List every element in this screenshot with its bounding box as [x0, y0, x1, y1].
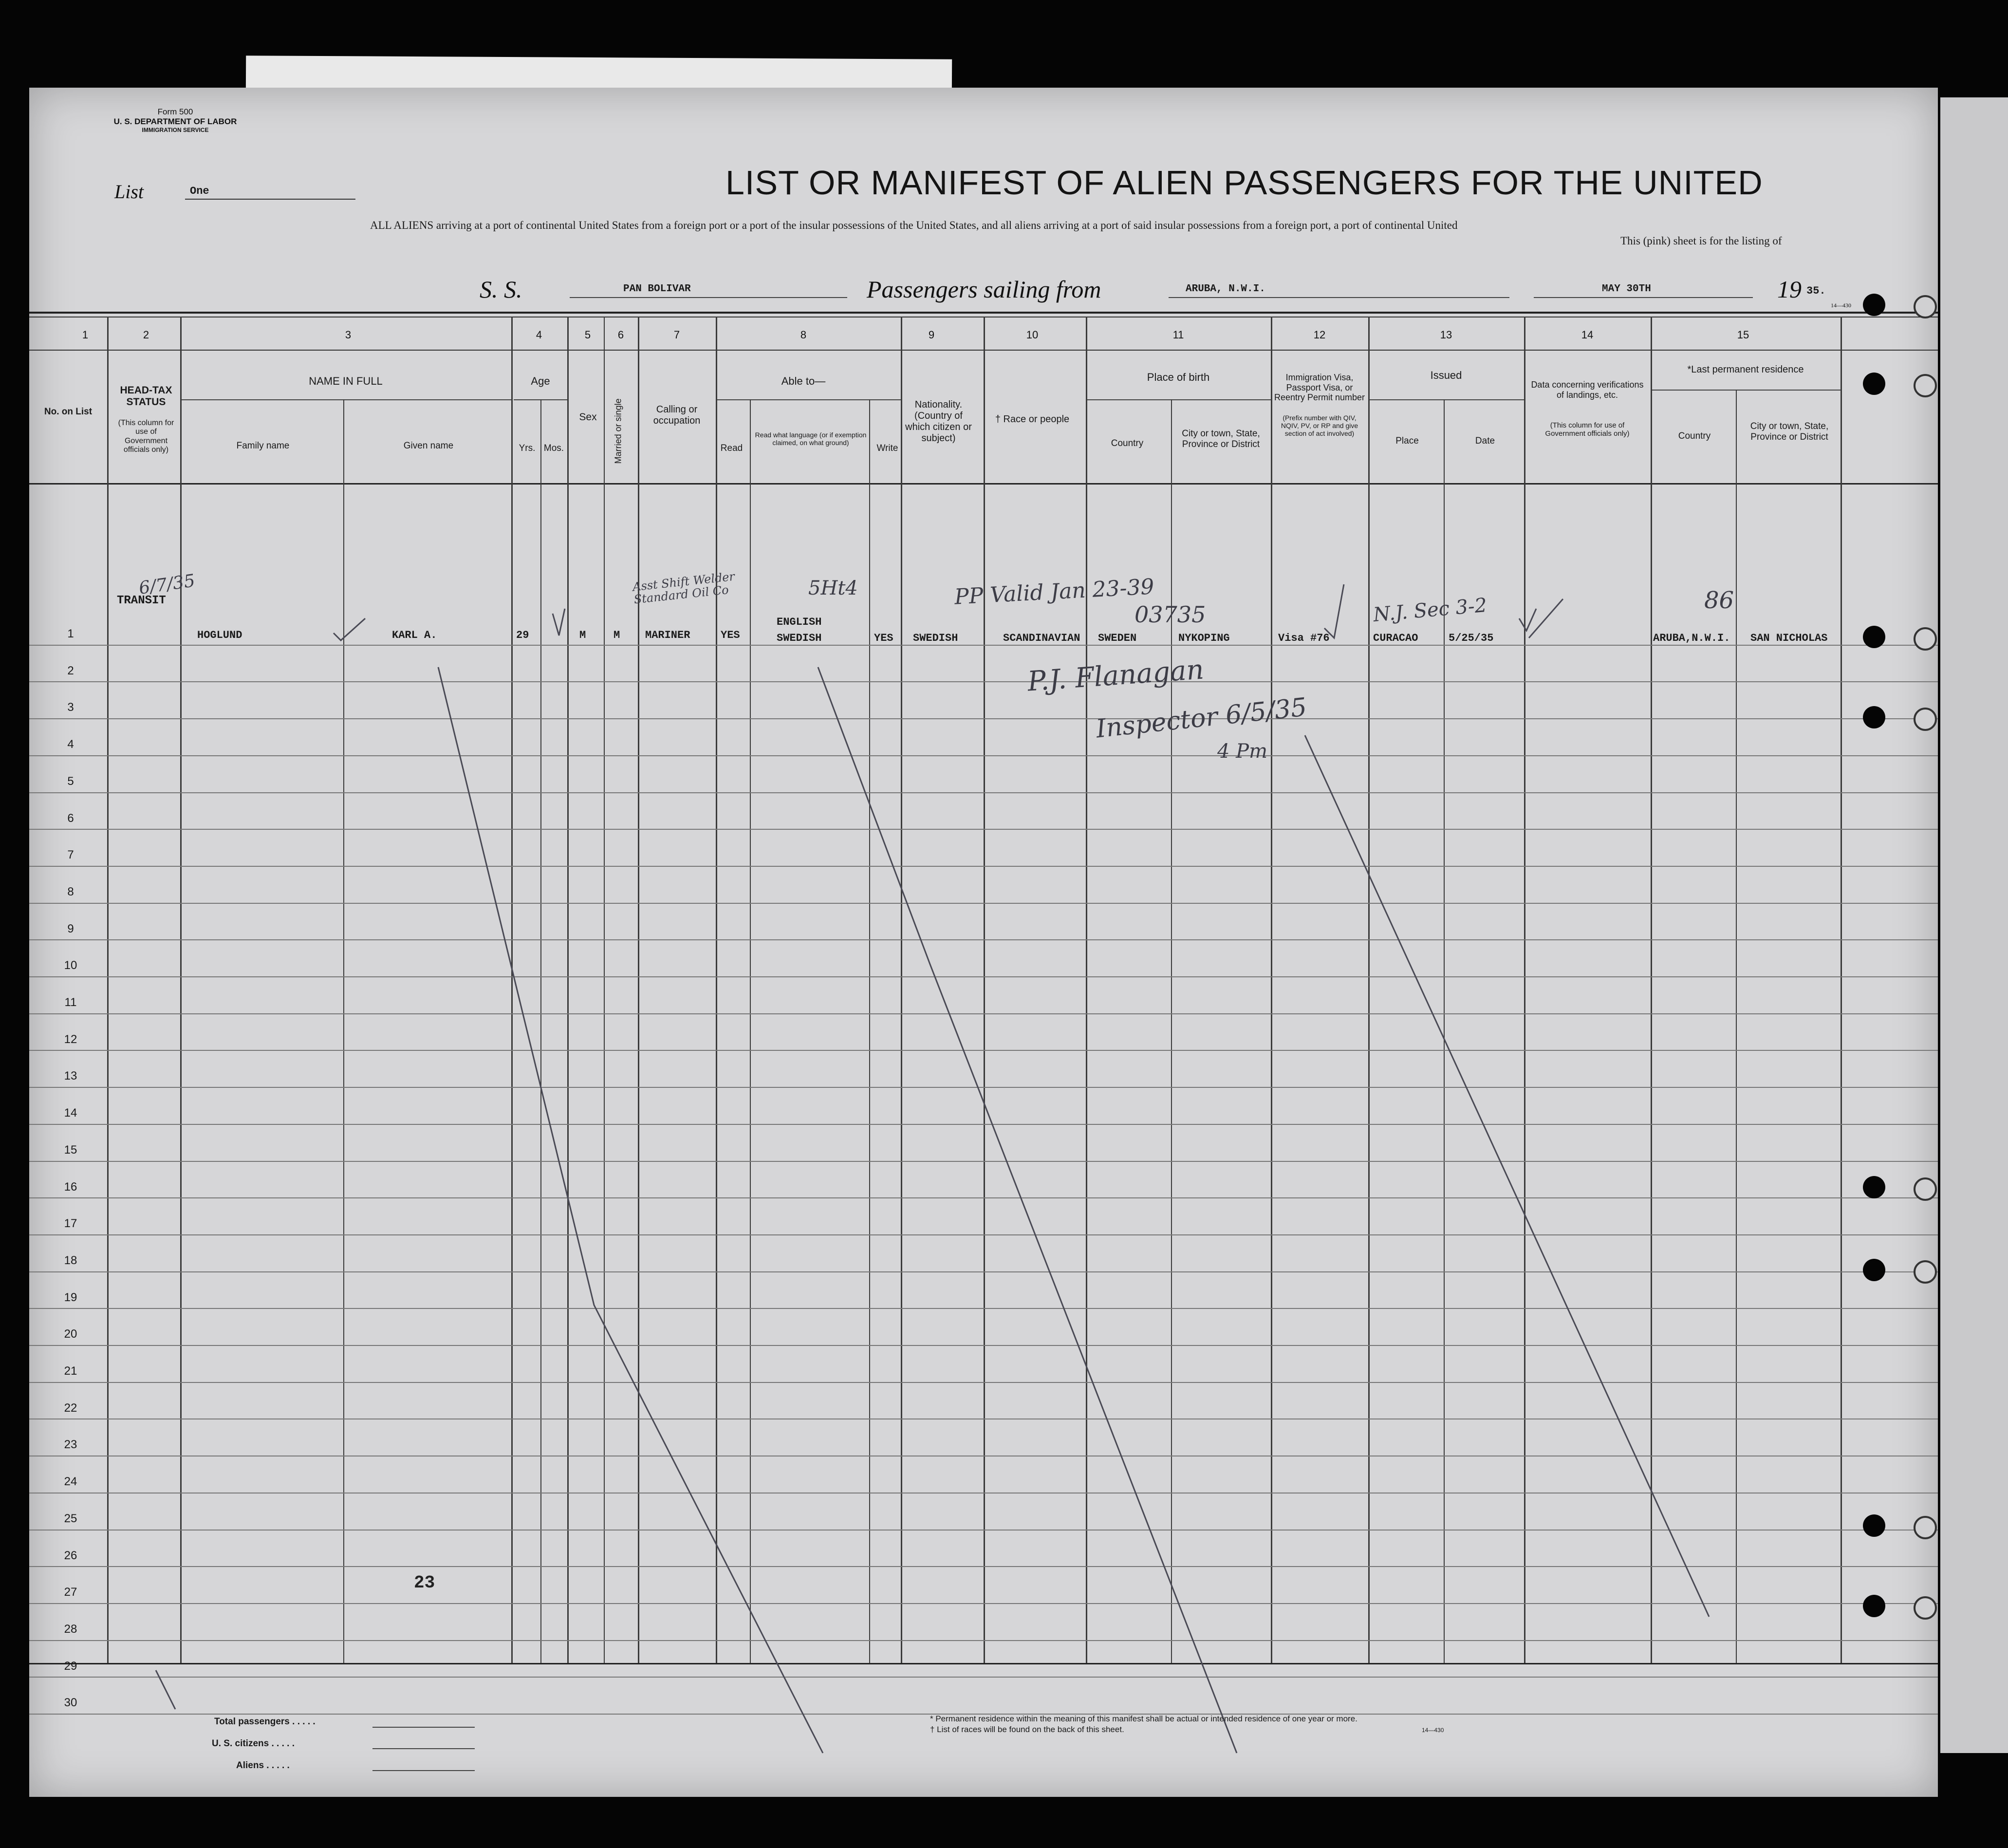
row-number: 4	[67, 738, 74, 751]
row-number: 12	[64, 1032, 77, 1046]
hdr-sex: Sex	[579, 411, 597, 423]
entry-nationality: SWEDISH	[913, 632, 958, 644]
binder-ring	[1914, 1260, 1937, 1284]
hdr-landing-data: Data concerning verifications of landings, etc.	[1531, 380, 1644, 400]
row-number: 7	[67, 848, 74, 862]
total-blank	[372, 1727, 475, 1728]
hdr-head-tax: HEAD-TAX STATUS	[120, 385, 172, 408]
us-citizens-label: U. S. citizens	[212, 1738, 269, 1749]
us-blank	[372, 1748, 475, 1749]
aliens-blank	[372, 1770, 475, 1771]
colnum-13: 13	[1440, 329, 1452, 341]
binder-ring	[1914, 708, 1937, 731]
strike-line	[156, 1670, 175, 1709]
row-number: 2	[67, 664, 74, 677]
colnum-3: 3	[345, 329, 352, 341]
hdr-head-tax-note: (This column for use of Government officials only)	[118, 419, 174, 454]
footer-total-passengers: Total passengers . . . . .	[214, 1717, 316, 1727]
entry-age-yrs: 29	[516, 629, 529, 641]
row-number: 27	[64, 1586, 77, 1599]
colnum-10: 10	[1026, 329, 1039, 341]
entry-occupation: MARINER	[645, 629, 690, 641]
form-code-top: 14—430	[1831, 302, 1851, 309]
list-value: One	[190, 185, 209, 197]
hdr-read-language: Read what language (or if exemption claimed, on what ground)	[755, 431, 867, 447]
hdr-read: Read	[720, 443, 743, 453]
colnum-4: 4	[536, 329, 542, 341]
adjacent-sheet-edge	[1940, 97, 2008, 1753]
hand-language-note: 5Ht4	[808, 577, 858, 599]
year-suffix: 35.	[1806, 285, 1826, 297]
hdr-mos: Mos.	[543, 443, 564, 453]
binder-hole	[1863, 706, 1885, 728]
entry-family-name: HOGLUND	[197, 629, 242, 641]
hdr-married: Married or single	[613, 398, 623, 464]
entry-head-tax: TRANSIT	[117, 594, 166, 607]
colnum-2: 2	[143, 329, 149, 341]
total-passengers-label: Total passengers	[214, 1717, 290, 1727]
binder-ring	[1914, 1177, 1937, 1201]
check-mark-icon	[1324, 584, 1344, 638]
row-number: 16	[64, 1180, 77, 1194]
hdr-birth-city: City or town, State, Province or District	[1182, 429, 1260, 449]
departure-date: MAY 30TH	[1602, 283, 1651, 295]
binder-ring	[1914, 374, 1937, 397]
department-label: U. S. DEPARTMENT OF LABOR	[113, 117, 237, 126]
footnote-residence: * Permanent residence within the meaning of this manifest shall be actual or intended residence of one year or more.	[930, 1714, 1357, 1723]
row-number: 10	[64, 959, 77, 972]
hdr-visa-note: (Prefix number with QIV, NQIV, PV, or RP and give section of act involved)	[1281, 414, 1358, 438]
entry-language-1: ENGLISH	[777, 616, 822, 628]
row-number: 28	[64, 1622, 77, 1636]
hdr-landing-note: (This column for use of Government officials only)	[1545, 421, 1630, 438]
strike-marks	[29, 88, 1938, 1797]
stamp-number: 23	[414, 1573, 435, 1593]
binder-hole	[1863, 294, 1885, 316]
hand-inspector-signature: P.J. Flanagan	[1026, 653, 1205, 698]
hdr-race: † Race or people	[995, 414, 1070, 425]
colnum-15: 15	[1737, 329, 1749, 341]
row-number: 1	[67, 627, 74, 640]
ship-name: PAN BOLIVAR	[623, 283, 691, 295]
hdr-place-of-birth: Place of birth	[1147, 371, 1210, 383]
hdr-issued-place: Place	[1395, 436, 1419, 446]
row-number: 13	[64, 1069, 77, 1083]
entry-birth-city: NYKOPING	[1178, 632, 1230, 644]
row-number: 8	[67, 885, 74, 898]
binder-hole	[1863, 1514, 1885, 1537]
hdr-res-city: City or town, State, Province or District	[1750, 421, 1829, 442]
hdr-calling: Calling or occupation	[653, 404, 701, 426]
entry-race: SCANDINAVIAN	[1003, 632, 1080, 644]
manifest-title: LIST OR MANIFEST OF ALIEN PASSENGERS FOR THE UNITED	[725, 164, 1763, 202]
hand-time: 4 Pm	[1217, 740, 1268, 763]
row-number: 9	[67, 922, 74, 935]
colnum-9: 9	[928, 329, 935, 341]
hdr-issued-date: Date	[1475, 436, 1495, 446]
row-number: 23	[64, 1438, 77, 1452]
strike-line	[438, 667, 823, 1753]
row-number: 3	[67, 701, 74, 714]
hand-passport-valid: PP Valid Jan 23-39	[953, 574, 1155, 610]
binder-ring	[1914, 1596, 1937, 1620]
hdr-last-residence: *Last permanent residence	[1687, 364, 1804, 375]
binder-hole	[1863, 626, 1885, 648]
colnum-6: 6	[617, 329, 624, 341]
hand-occupation-note: Asst Shift Welder Standard Oil Co	[632, 569, 736, 607]
row-number: 21	[64, 1364, 77, 1378]
hand-residence-note: 86	[1704, 587, 1734, 614]
row-number: 17	[64, 1217, 77, 1231]
sailing-label: Passengers sailing from	[867, 276, 1101, 303]
colnum-1: 1	[82, 329, 89, 341]
check-mark-icon	[553, 609, 565, 635]
row-number: 5	[67, 774, 74, 788]
strike-line	[818, 667, 1237, 1753]
hand-head-tax-date: 6/7/35	[137, 571, 197, 598]
manifest-sheet	[29, 88, 1938, 1797]
binder-ring	[1914, 627, 1937, 651]
row-number: 6	[67, 811, 74, 825]
entry-sex: M	[579, 629, 586, 641]
entry-res-city: SAN NICHOLAS	[1750, 632, 1828, 644]
hdr-family-name: Family name	[236, 441, 290, 451]
hdr-yrs: Yrs.	[519, 443, 536, 453]
subtitle-line-1: ALL ALIENS arriving at a port of continental United States from a foreign port or a port of the insular possessions of the United States, and all aliens arriving at a port of said insular possessions from a foreign port, a port of continental United	[370, 219, 1458, 231]
row-number: 24	[64, 1475, 77, 1489]
row-number: 26	[64, 1549, 77, 1562]
footer-form-code: 14—430	[1422, 1727, 1444, 1734]
row-number: 25	[64, 1512, 77, 1525]
colnum-11: 11	[1172, 329, 1184, 341]
row-number: 19	[64, 1290, 77, 1304]
row-number: 14	[64, 1106, 77, 1120]
entry-language-2: SWEDISH	[777, 632, 822, 644]
colnum-7: 7	[673, 329, 680, 341]
hdr-nationality: Nationality. (Country of which citizen or subject)	[905, 399, 972, 444]
hdr-name-in-full: NAME IN FULL	[309, 375, 383, 387]
row-number: 20	[64, 1327, 77, 1341]
entry-birth-country: SWEDEN	[1098, 632, 1137, 644]
row-number: 22	[64, 1401, 77, 1415]
hdr-given-name: Given name	[403, 441, 454, 451]
binder-ring	[1914, 1516, 1937, 1539]
row-number: 15	[64, 1143, 77, 1157]
hdr-res-country: Country	[1678, 431, 1711, 441]
check-mark-icon	[1519, 609, 1536, 631]
entry-visa: Visa #76	[1278, 632, 1330, 644]
footer-us-citizens: U. S. citizens . . . . .	[212, 1738, 295, 1749]
colnum-5: 5	[584, 329, 591, 341]
year-prefix: 19	[1777, 276, 1802, 303]
row-number: 11	[64, 996, 77, 1009]
aliens-label: Aliens	[236, 1760, 264, 1771]
list-label: List	[114, 181, 144, 203]
binder-hole	[1863, 1176, 1885, 1198]
row-number: 30	[64, 1696, 77, 1710]
colnum-12: 12	[1313, 329, 1326, 341]
ss-label: S. S.	[480, 276, 522, 303]
entry-read: YES	[721, 629, 740, 641]
binder-hole	[1863, 373, 1885, 395]
footer-aliens: Aliens . . . . .	[236, 1760, 290, 1771]
hdr-age: Age	[531, 375, 550, 387]
residence-slash	[1529, 599, 1563, 638]
entry-issued-date: 5/25/35	[1449, 632, 1494, 644]
hdr-no-on-list: No. on List	[44, 407, 93, 417]
binder-hole	[1863, 1259, 1885, 1281]
entry-given-name: KARL A.	[392, 629, 437, 641]
check-mark-icon	[334, 618, 365, 640]
hdr-write: Write	[876, 443, 898, 453]
entry-issued-place: CURACAO	[1373, 632, 1418, 644]
hdr-visa: Immigration Visa, Passport Visa, or Reentry Permit number	[1274, 373, 1365, 403]
binder-ring	[1914, 295, 1937, 318]
entry-write: YES	[874, 632, 893, 644]
departure-port: ARUBA, N.W.I.	[1186, 283, 1265, 295]
form-number: Form 500	[157, 107, 193, 116]
strike-line	[1305, 735, 1709, 1617]
footnote-races: † List of races will be found on the back of this sheet.	[930, 1725, 1124, 1734]
subtitle-line-2: This (pink) sheet is for the listing of	[1620, 235, 1782, 247]
hdr-able-to: Able to—	[781, 375, 826, 387]
colnum-14: 14	[1581, 329, 1594, 341]
hand-inspector-date: Inspector 6/5/35	[1095, 692, 1308, 744]
row-number: 29	[64, 1659, 77, 1673]
colnum-8: 8	[800, 329, 807, 341]
hand-passport-number: 03735	[1134, 601, 1206, 628]
binder-hole	[1863, 1595, 1885, 1617]
entry-res-country: ARUBA,N.W.I.	[1653, 632, 1730, 644]
service-label: IMMIGRATION SERVICE	[142, 127, 209, 133]
entry-married: M	[614, 629, 620, 641]
row-number: 18	[64, 1253, 77, 1267]
hdr-issued: Issued	[1430, 369, 1462, 381]
hand-issued-note: N.J. Sec 3-2	[1372, 594, 1488, 627]
hdr-birth-country: Country	[1111, 438, 1144, 448]
